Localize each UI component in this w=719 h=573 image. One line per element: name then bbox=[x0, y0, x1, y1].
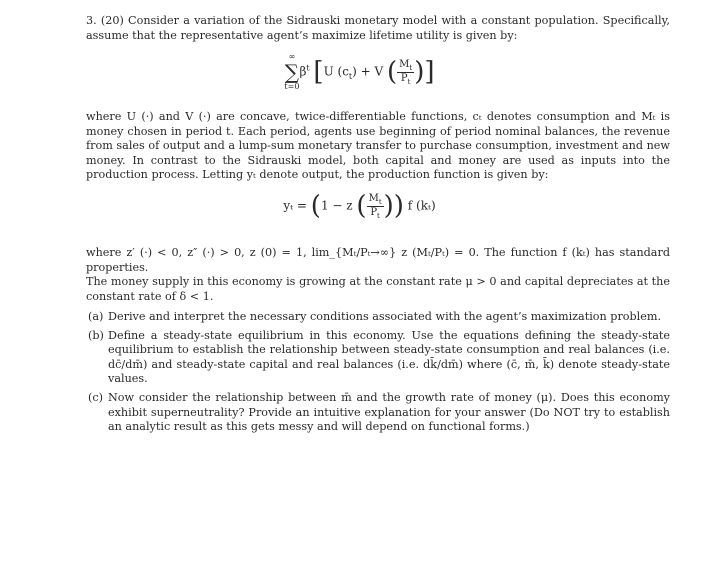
production-conditions: where z′ (·) < 0, z″ (·) > 0, z (0) = 1, lim_{Mₜ/Pₜ→∞} z (Mₜ/Pₜ) = 0. The function f (kₜ) has standard properties. The money supply in this economy is growing at the constant rate μ > 0 and capital depreciates at the constant rate of δ < 1. bbox=[86, 246, 670, 303]
utility-equation: ∞ ∑ t=0 $\beta^t$ [U $(c_t) + V$ ( $\frac{M_t}{P_t}$ )] bbox=[284, 52, 435, 91]
production-equation: yₜ = (1 − z ( $\frac{M_t}{P_t}$ )) f (kₜ) bbox=[283, 191, 436, 221]
question-parts bbox=[86, 310, 670, 439]
production-real-balance-fraction: $\frac{M_t}{P_t}$ bbox=[368, 192, 382, 220]
summation-symbol: ∞ ∑ t=0 bbox=[284, 52, 300, 91]
utility-description: where U (·) and V (·) are concave, twice-differentiable functions, cₜ denotes consumption and Mₜ is money chosen in period t. Each period, agents use beginning of period nominal balances, the revenue from sales of output and a lump-sum monetary transfer to purchase consumption, investment and new money. In contrast to the Sidrauski model, both capital and money are used as inputs into the production process. Letting yₜ denote output, the production function is given by: bbox=[86, 110, 670, 182]
real-balance-fraction: $\frac{M_t}{P_t}$ bbox=[399, 58, 413, 86]
problem-intro-text: (20) Consider a variation of the Sidrauski monetary model with a constant population. Specifically, assume that the representative agent’s maximize lifetime utility is given by: bbox=[86, 14, 670, 42]
question-part-c: (c) Now consider the relationship between m̄ and the growth rate of money (μ). Does this economy exhibit superneutrality? Provide an intuitive explanation for your answer (Do NOT try to establish an analytic result as this gets messy and will depend on functional forms.) bbox=[88, 390, 670, 434]
question-part-b: (b) Define a steady-state equilibrium in this economy. Use the equations defining the steady-state equilibrium to establish the relationship between steady-state consumption and real balances (i.e. dc̄/dm̄) and steady-state capital and real balances (i.e. dk̄/dm̄) where (c̄, m̄, k̄) denote steady-state values. bbox=[88, 328, 670, 386]
problem-intro bbox=[86, 14, 670, 43]
problem-number: 3. bbox=[86, 14, 97, 27]
question-part-a: (a) Derive and interpret the necessary conditions associated with the agent’s maximization problem. bbox=[88, 310, 662, 323]
